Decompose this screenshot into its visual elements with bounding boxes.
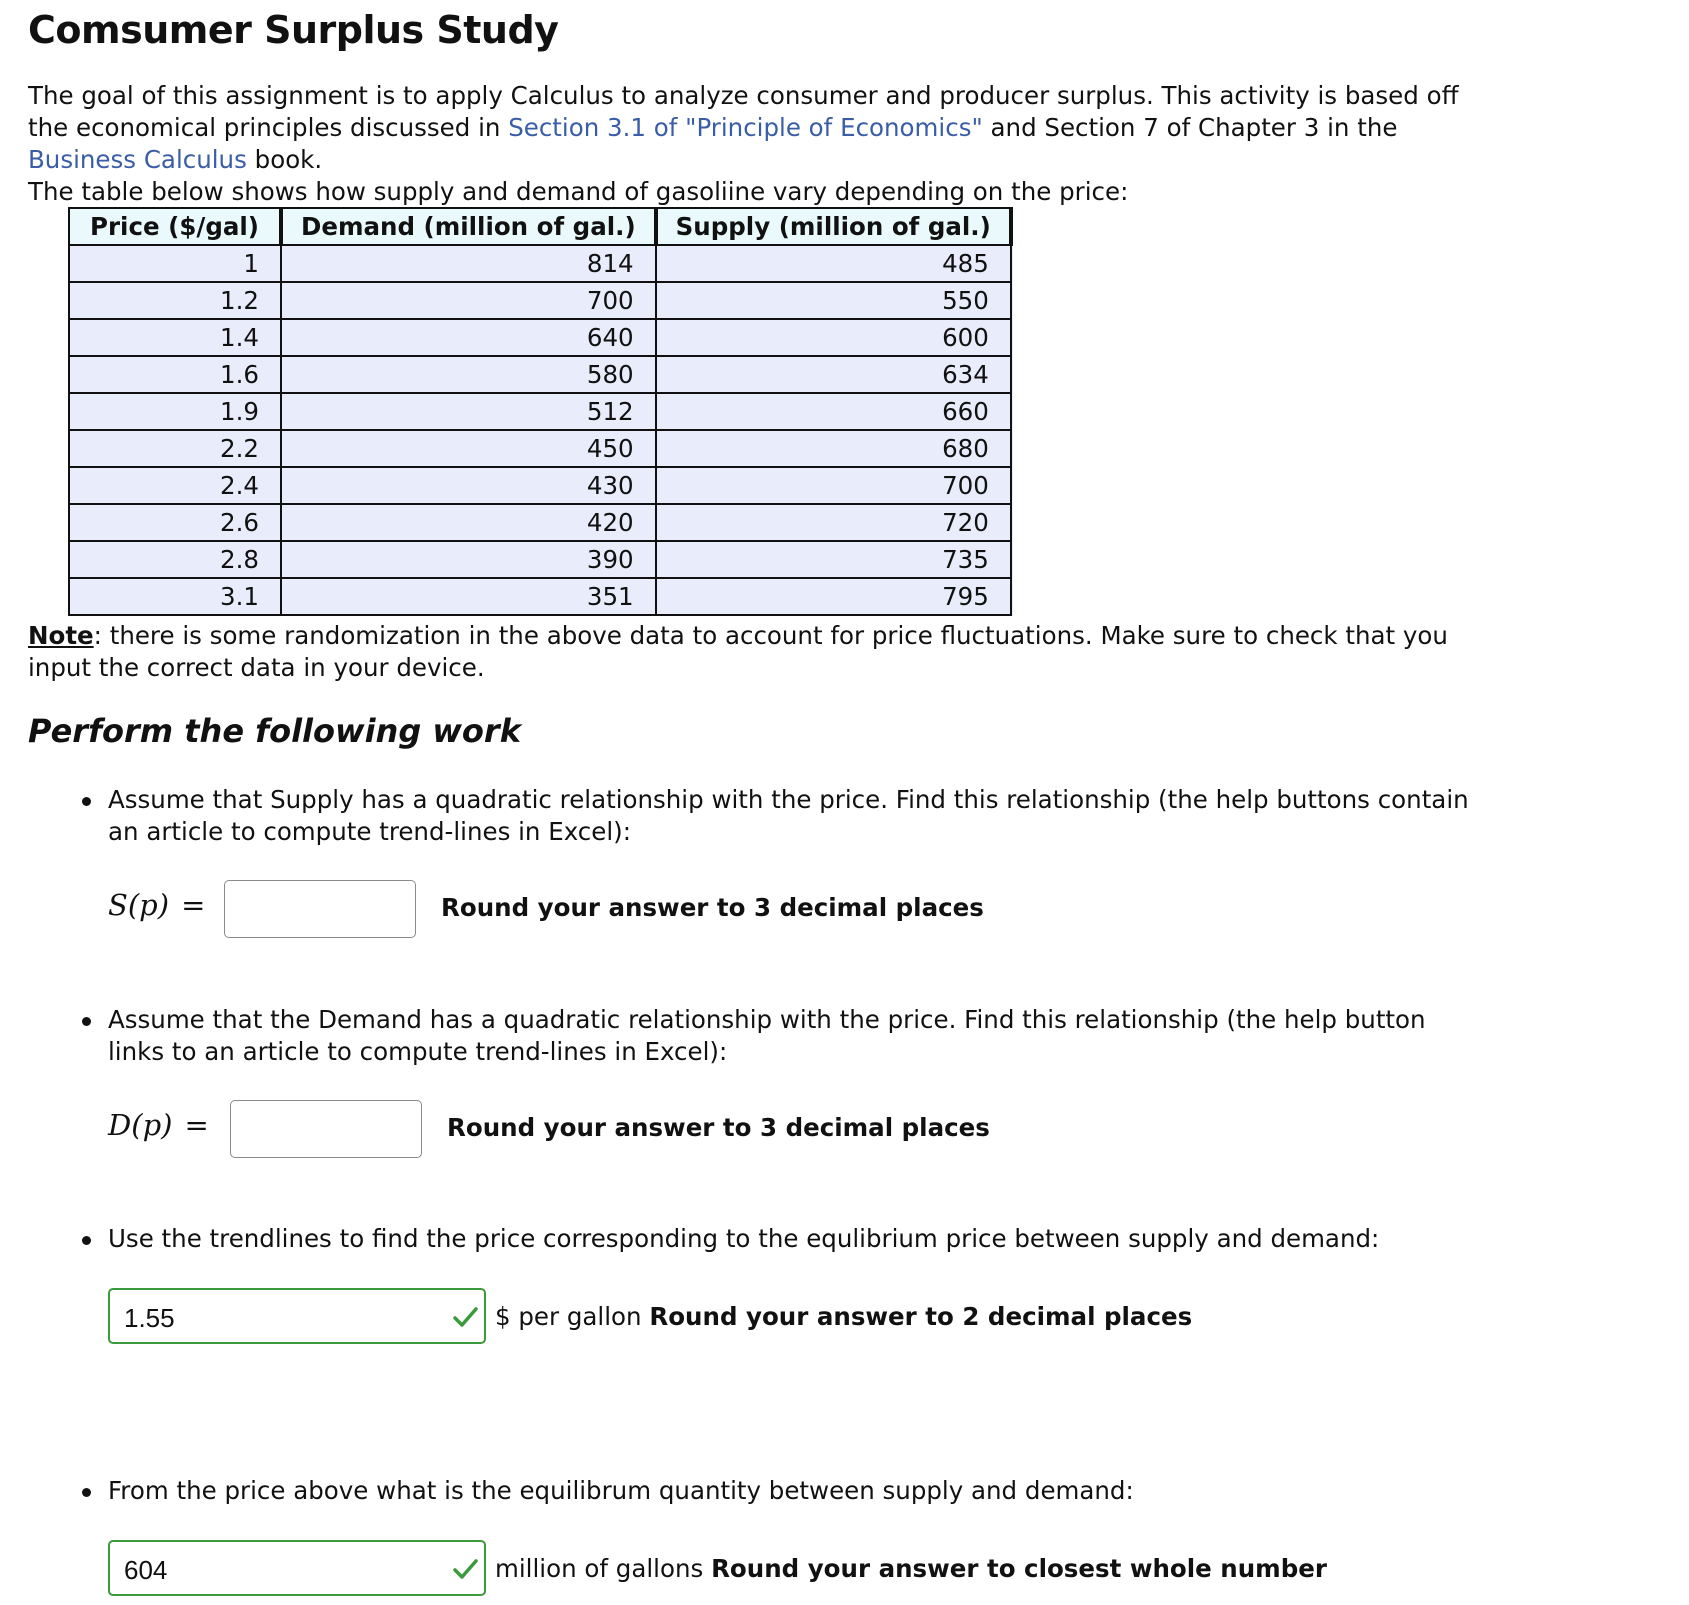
equals-sign: = — [184, 1108, 209, 1142]
equilibrium-quantity-instruction — [495, 1554, 1327, 1583]
question-demand — [108, 1004, 1488, 1068]
table-row — [69, 504, 1011, 541]
quantity-unit-label: million of gallons — [495, 1554, 704, 1583]
demand-cell: 351 — [281, 578, 656, 615]
demand-rounding-instruction — [447, 1113, 990, 1142]
equilibrium-price-instruction — [495, 1302, 1192, 1331]
price-cell: 1.9 — [69, 393, 281, 430]
price-cell: 2.4 — [69, 467, 281, 504]
column-header-demand: Demand (million of gal.) — [281, 208, 656, 245]
table-row — [69, 578, 1011, 615]
correct-check-icon — [450, 1554, 480, 1584]
supply-rounding-instruction — [441, 893, 984, 922]
price-cell: 2.2 — [69, 430, 281, 467]
table-row — [69, 245, 1011, 282]
intro-text — [28, 80, 1498, 208]
intro-text-part: The goal of this assignment is to apply Calculus to analyze consumer and producer surplus. This activity is based off the economical principles discussed in — [28, 81, 1459, 142]
price-cell: 2.6 — [69, 504, 281, 541]
supply-cell: 720 — [656, 504, 1011, 541]
equals-sign: = — [181, 888, 206, 922]
price-cell: 2.8 — [69, 541, 281, 578]
table-row — [69, 467, 1011, 504]
demand-cell: 640 — [281, 319, 656, 356]
supply-answer-input[interactable] — [224, 880, 416, 938]
question-supply-text: Assume that Supply has a quadratic relationship with the price. Find this relationship (the help buttons contain an article to compute trend-lines in Excel): — [108, 785, 1469, 846]
price-rounding-text: Round your answer to 2 decimal places — [649, 1302, 1193, 1331]
table-header-row — [69, 208, 1011, 245]
demand-cell: 700 — [281, 282, 656, 319]
demand-function-label — [108, 1108, 209, 1142]
demand-cell: 420 — [281, 504, 656, 541]
note-text: : there is some randomization in the above data to account for price fluctuations. Make sure to check that you input the correct data in your device. — [28, 621, 1448, 682]
table-row — [69, 430, 1011, 467]
demand-cell: 580 — [281, 356, 656, 393]
demand-cell: 390 — [281, 541, 656, 578]
randomization-note — [28, 620, 1498, 684]
supply-cell: 700 — [656, 467, 1011, 504]
note-label: Note — [28, 621, 94, 650]
question-equilibrium-quantity — [108, 1475, 1488, 1507]
price-unit-label: $ per gallon — [495, 1302, 642, 1331]
demand-cell: 512 — [281, 393, 656, 430]
question-equilibrium-quantity-text: From the price above what is the equilibrum quantity between supply and demand: — [108, 1476, 1134, 1505]
supply-cell: 660 — [656, 393, 1011, 430]
demand-cell: 430 — [281, 467, 656, 504]
supply-cell: 600 — [656, 319, 1011, 356]
supply-cell: 634 — [656, 356, 1011, 393]
price-cell: 1.6 — [69, 356, 281, 393]
price-cell: 1 — [69, 245, 281, 282]
bullet-dot — [82, 1236, 91, 1245]
price-cell: 3.1 — [69, 578, 281, 615]
demand-cell: 814 — [281, 245, 656, 282]
equilibrium-price-input[interactable] — [108, 1288, 486, 1344]
table-row — [69, 541, 1011, 578]
page-title: Comsumer Surplus Study — [28, 8, 559, 52]
demand-lhs: D(p) — [108, 1108, 173, 1142]
question-equilibrium-price-text: Use the trendlines to find the price corresponding to the equlibrium price between supply and demand: — [108, 1224, 1380, 1253]
table-intro: The table below shows how supply and demand of gasoliine vary depending on the price: — [28, 177, 1129, 206]
equilibrium-quantity-input[interactable] — [108, 1540, 486, 1596]
supply-cell: 485 — [656, 245, 1011, 282]
supply-cell: 795 — [656, 578, 1011, 615]
principles-of-economics-link[interactable]: Section 3.1 of "Principle of Economics" — [508, 113, 983, 142]
question-equilibrium-price — [108, 1223, 1488, 1255]
business-calculus-link[interactable]: Business Calculus — [28, 145, 247, 174]
intro-text-part: and Section 7 of Chapter 3 in the — [982, 113, 1398, 142]
supply-cell: 550 — [656, 282, 1011, 319]
column-header-price: Price ($/gal) — [69, 208, 281, 245]
table-row — [69, 282, 1011, 319]
demand-rounding-text: Round your answer to 3 decimal places — [447, 1113, 990, 1142]
equilibrium-price-value: 1.55 — [124, 1303, 175, 1333]
bullet-dot — [82, 1017, 91, 1026]
demand-cell: 450 — [281, 430, 656, 467]
supply-rounding-text: Round your answer to 3 decimal places — [441, 893, 984, 922]
table-row — [69, 356, 1011, 393]
demand-answer-input[interactable] — [230, 1100, 422, 1158]
supply-demand-table — [68, 207, 1013, 616]
price-cell: 1.2 — [69, 282, 281, 319]
question-demand-text: Assume that the Demand has a quadratic relationship with the price. Find this relationship (the help button links to an article to compute trend-lines in Excel): — [108, 1005, 1426, 1066]
table-row — [69, 319, 1011, 356]
correct-check-icon — [450, 1302, 480, 1332]
supply-lhs: S(p) — [108, 888, 170, 922]
table-row — [69, 393, 1011, 430]
column-header-supply: Supply (million of gal.) — [656, 208, 1011, 245]
supply-cell: 735 — [656, 541, 1011, 578]
intro-text-part: book. — [246, 145, 323, 174]
price-cell: 1.4 — [69, 319, 281, 356]
quantity-rounding-text: Round your answer to closest whole number — [711, 1554, 1327, 1583]
equilibrium-quantity-value: 604 — [124, 1555, 168, 1585]
bullet-dot — [82, 1488, 91, 1497]
question-supply — [108, 784, 1488, 848]
work-heading: Perform the following work — [28, 712, 521, 750]
supply-cell: 680 — [656, 430, 1011, 467]
bullet-dot — [82, 797, 91, 806]
supply-function-label — [108, 888, 205, 922]
